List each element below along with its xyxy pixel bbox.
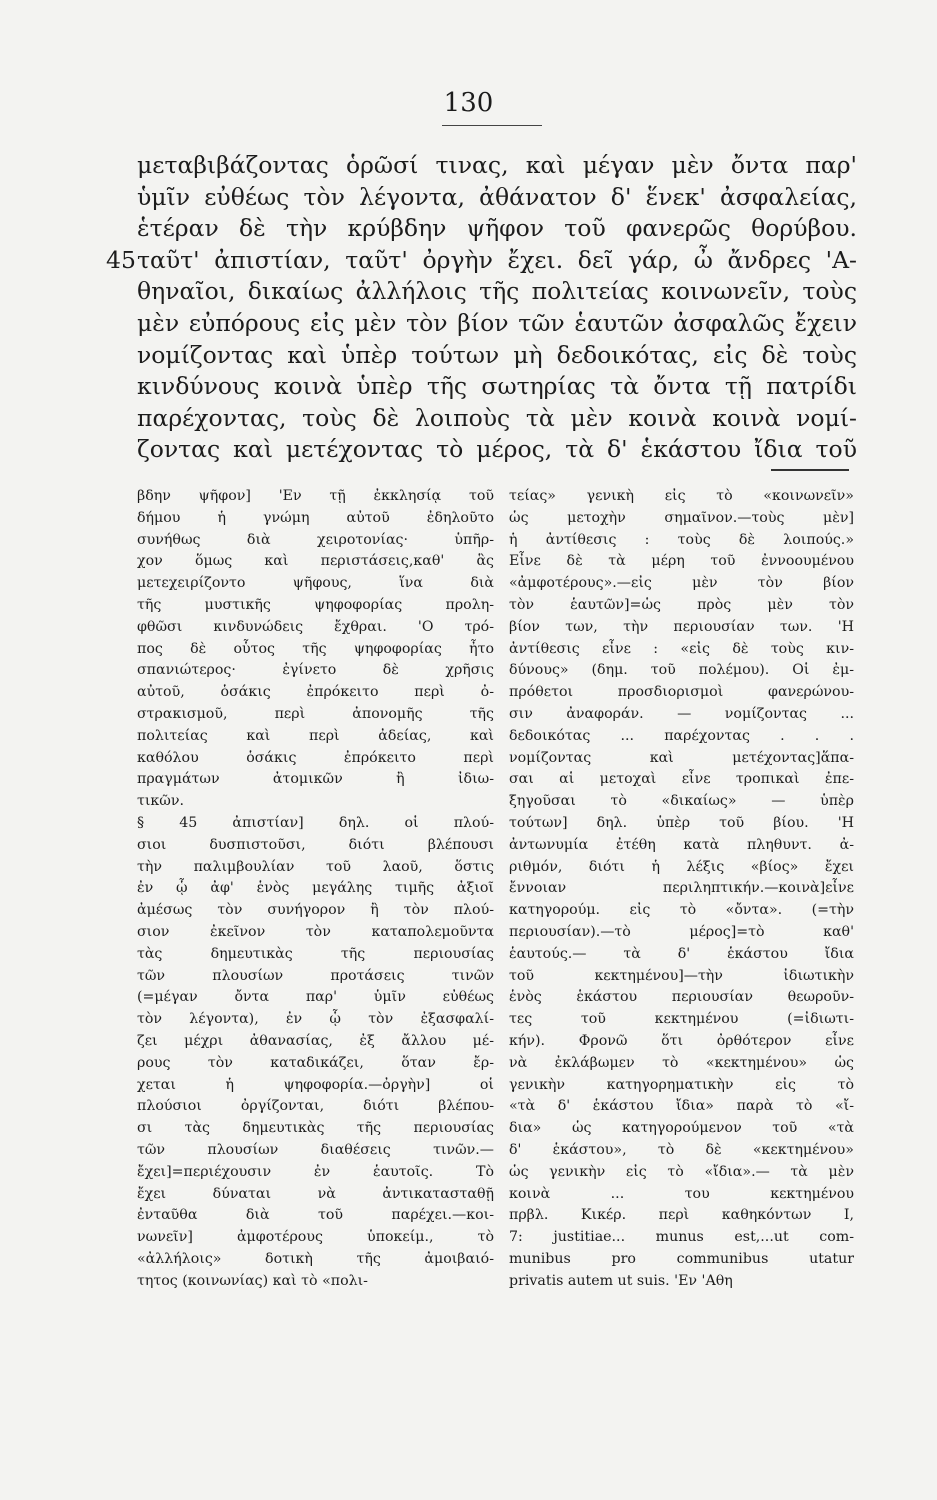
main-text (106, 150, 857, 466)
note-line: «ἀμφοτέρους».—εἰς μὲν τὸν βίον (509, 575, 854, 592)
notes-separator-rule (771, 469, 849, 471)
note-line: δ' ἑκάστου», τὸ δὲ «κεκτημένου» (509, 1141, 854, 1158)
note-line: καθόλου ὁσάκις ἐπρόκειτο περὶ (137, 749, 494, 766)
note-line: δια» ὡς κατηγορούμενον τοῦ «τὰ (509, 1120, 854, 1137)
note-line: πρβλ. Κικέρ. περὶ καθηκόντων I, (509, 1207, 854, 1224)
main-line: ὑμῖν εὐθέως τὸν λέγοντα, ἀθάνατον δ' ἕνεκ' ἀσφαλείας, (137, 182, 857, 211)
note-line: πρόθετοι προσδιορισμοὶ φανερώνου- (509, 684, 854, 701)
note-line: τούτων] δηλ. ὑπὲρ τοῦ βίου. 'Η (509, 814, 854, 831)
note-line: κοινὰ ... του κεκτημένου (509, 1185, 854, 1202)
note-line: ἑνὸς ἑκάστου περιουσίαν θεωροῦν- (509, 989, 854, 1006)
page-number: 130 (443, 88, 494, 118)
note-line: βδην ψῆφον] 'Εν τῇ ἐκκλησίᾳ τοῦ (137, 488, 494, 504)
main-line: ἑτέραν δὲ τὴν κρύβδην ψῆφον τοῦ φανερῶς θορύβου. (137, 214, 857, 243)
note-line: τὸν ἑαυτῶν]=ὡς πρὸς μὲν τὸν (509, 596, 854, 613)
note-line: ὡς μετοχὴν σημαῖνον.—τοὺς μὲν] (509, 509, 854, 526)
note-line: πολιτείας καὶ περὶ ἀδείας, καὶ (137, 727, 494, 744)
note-line: munibus pro communibus utatur (509, 1250, 854, 1267)
note-line: «ἀλλήλοις» δοτικὴ τῆς ἀμοιβαιό- (137, 1250, 494, 1267)
note-line: κατηγορούμ. εἰς τὸ «ὄντα». (=τὴν (509, 902, 854, 919)
main-line: παρέχοντας, τοὺς δὲ λοιποὺς τὰ μὲν κοινὰ κοινὰ νομί- (137, 403, 857, 432)
note-line: ἐν ᾧ ἀφ' ἑνὸς μεγάλης τιμῆς ἀξιοῖ (137, 880, 494, 897)
main-line: ζοντας καὶ μετέχοντας τὸ μέρος, τὰ δ' ἑκάστου ἴδια τοῦ (137, 435, 857, 464)
main-line: νομίζοντας καὶ ὑπὲρ τούτων μὴ δεδοικότας, εἰς δὲ τοὺς (137, 340, 857, 369)
note-line: τὸν λέγοντα), ἐν ᾧ τὸν ἐξασφαλί- (137, 1011, 494, 1028)
main-line: κινδύνους κοινὰ ὑπὲρ τῆς σωτηρίας τὰ ὄντα τῇ πατρίδι (137, 372, 857, 401)
main-line: μὲν εὐπόρους εἰς μὲν τὸν βίον τῶν ἑαυτῶν ἀσφαλῶς ἔχειν (137, 308, 857, 337)
note-line: ζει μέχρι ἀθανασίας, ἐξ ἄλλου μέ- (137, 1032, 494, 1049)
note-line: συνήθως διὰ χειροτονίας· ὑπῆρ- (137, 531, 494, 548)
note-line: στρακισμοῦ, περὶ ἀπονομῆς τῆς (137, 705, 494, 722)
note-line: σπανιώτερος· ἐγίνετο δὲ χρῆσις (137, 662, 494, 679)
note-line: σιοι δυσπιστοῦσι, διότι βλέπουσι (137, 836, 494, 853)
line-number-marker: 45 (106, 245, 136, 274)
note-line: περιουσίαν).—τὸ μέρος]=τὸ καθ' (509, 923, 854, 940)
note-line: ρους τὸν καταδικάζει, ὅταν ἔρ- (137, 1054, 494, 1071)
note-line: τὴν παλιμβουλίαν τοῦ λαοῦ, ὅστις (137, 858, 494, 875)
note-line: δεδοικότας ... παρέχοντας . . . (509, 727, 854, 744)
note-line: τες τοῦ κεκτημένου (=ἰδιωτι- (509, 1011, 854, 1028)
note-line: σαι αἱ μετοχαὶ εἶνε τροπικαὶ ἐπε- (509, 771, 854, 788)
note-line: Εἶνε δὲ τὰ μέρη τοῦ ἐννοουμένου (509, 553, 854, 570)
note-line: σι τὰς δημευτικὰς τῆς περιουσίας (137, 1120, 494, 1137)
note-line: τείας» γενικὴ εἰς τὸ «κοινωνεῖν» (509, 488, 854, 504)
note-line: ἔχει δύναται νὰ ἀντικατασταθῇ (137, 1185, 494, 1202)
note-line: τὰς δημευτικὰς τῆς περιουσίας (137, 945, 494, 962)
note-line: ἐνταῦθα διὰ τοῦ παρέχει.—κοι- (137, 1207, 494, 1224)
note-line: τῶν πλουσίων διαθέσεις τινῶν.— (137, 1141, 494, 1158)
note-line: «τὰ δ' ἑκάστου ἴδια» παρὰ τὸ «ἴ- (509, 1098, 854, 1115)
note-line: νομίζοντας καὶ μετέχοντας]ἅπα- (509, 749, 854, 766)
note-line: χον ὅμως καὶ περιστάσεις,καθ' ἃς (137, 553, 494, 570)
note-line: privatis autem ut suis. 'Εν 'Αθη (509, 1272, 733, 1289)
note-line: τικῶν. (137, 793, 184, 810)
note-line: φθῶσι κινδυνώδεις ἔχθραι. 'Ο τρό- (137, 618, 494, 635)
note-line: γενικὴν κατηγορηματικὴν εἰς τὸ (509, 1076, 854, 1093)
note-line: τῶν πλουσίων προτάσεις τινῶν (137, 967, 494, 984)
note-line: νὰ ἐκλάβωμεν τὸ «κεκτημένου» ὡς (509, 1054, 854, 1071)
note-line: ριθμόν, διότι ἡ λέξις «βίος» ἔχει (509, 858, 854, 875)
note-line: πραγμάτων ἀτομικῶν ἢ ἰδιω- (137, 771, 494, 788)
note-line: δύνους» (δημ. τοῦ πολέμου). Οἱ ἐμ- (509, 662, 854, 679)
note-line: πλούσιοι ὀργίζονται, διότι βλέπου- (137, 1098, 494, 1115)
note-line: τητος (κοινωνίας) καὶ τὸ «πολι- (137, 1272, 368, 1289)
notes-left-column (137, 486, 494, 1292)
main-line: μεταβιβάζοντας ὁρῶσί τινας, καὶ μέγαν μὲν ὄντα παρ' (137, 151, 857, 179)
main-line: θηναῖοι, δικαίως ἀλλήλοις τῆς πολιτείας κοινωνεῖν, τοὺς (137, 277, 857, 306)
note-line: τοῦ κεκτημένου]—τὴν ἰδιωτικὴν (509, 967, 854, 984)
note-line: ἔχει]=περιέχουσιν ἐν ἑαυτοῖς. Τὸ (137, 1163, 494, 1180)
page-number-rule (442, 125, 542, 126)
main-line-text: ταῦτ' ἀπιστίαν, ταῦτ' ὀργὴν ἔχει. δεῖ γάρ, ὦ ἄνδρες 'Α- (137, 245, 857, 274)
note-line: νωνεῖν] ἀμφοτέρους ὑποκείμ., τὸ (137, 1229, 494, 1246)
note-line: βίον των, τὴν περιουσίαν των. 'Η (509, 618, 854, 635)
note-line: δήμου ἡ γνώμη αὐτοῦ ἐδηλοῦτο (137, 509, 494, 526)
note-line: ἀμέσως τὸν συνήγορον ἢ τὸν πλού- (137, 902, 494, 919)
note-line: ἑαυτούς.— τὰ δ' ἑκάστου ἴδια (509, 945, 854, 962)
note-line: § 45 ἀπιστίαν] δηλ. οἱ πλού- (137, 814, 494, 831)
note-line: μετεχειρίζοντο ψῆφους, ἵνα διὰ (137, 575, 494, 592)
note-line: σιν ἀναφοράν. — νομίζοντας ... (509, 705, 854, 722)
note-line: σιον ἐκεῖνον τὸν καταπολεμοῦντα (137, 923, 494, 940)
note-line: 7: justitiae... munus est,...ut com- (509, 1229, 854, 1246)
note-line: τῆς μυστικῆς ψηφοφορίας προλη- (137, 596, 494, 613)
note-line: (=μέγαν ὄντα παρ' ὑμῖν εὐθέως (137, 989, 494, 1006)
note-line: ἔννοιαν περιληπτικήν.—κοινὰ]εἶνε (509, 880, 854, 897)
note-line: πος δὲ οὗτος τῆς ψηφοφορίας ἦτο (137, 640, 494, 657)
note-line: ἀντωνυμία ἐτέθη κατὰ πληθυντ. ἀ- (509, 836, 854, 853)
note-line: χεται ἡ ψηφοφορία.—ὀργὴν] οἱ (137, 1076, 494, 1093)
notes-right-column (509, 486, 854, 1292)
main-line-with-marker (106, 245, 857, 277)
note-line: κήν). Φρονῶ ὅτι ὀρθότερον εἶνε (509, 1032, 854, 1049)
note-line: ὡς γενικὴν εἰς τὸ «ἴδια».— τὰ μὲν (509, 1163, 854, 1180)
note-line: ξηγοῦσαι τὸ «δικαίως» — ὑπὲρ (509, 793, 854, 810)
note-line: ἡ ἀντίθεσις : τοὺς δὲ λοιπούς.» (509, 531, 854, 548)
note-line: ἀντίθεσις εἶνε : «εἰς δὲ τοὺς κιν- (509, 640, 854, 657)
note-line: αὐτοῦ, ὁσάκις ἐπρόκειτο περὶ ὀ- (137, 684, 494, 701)
